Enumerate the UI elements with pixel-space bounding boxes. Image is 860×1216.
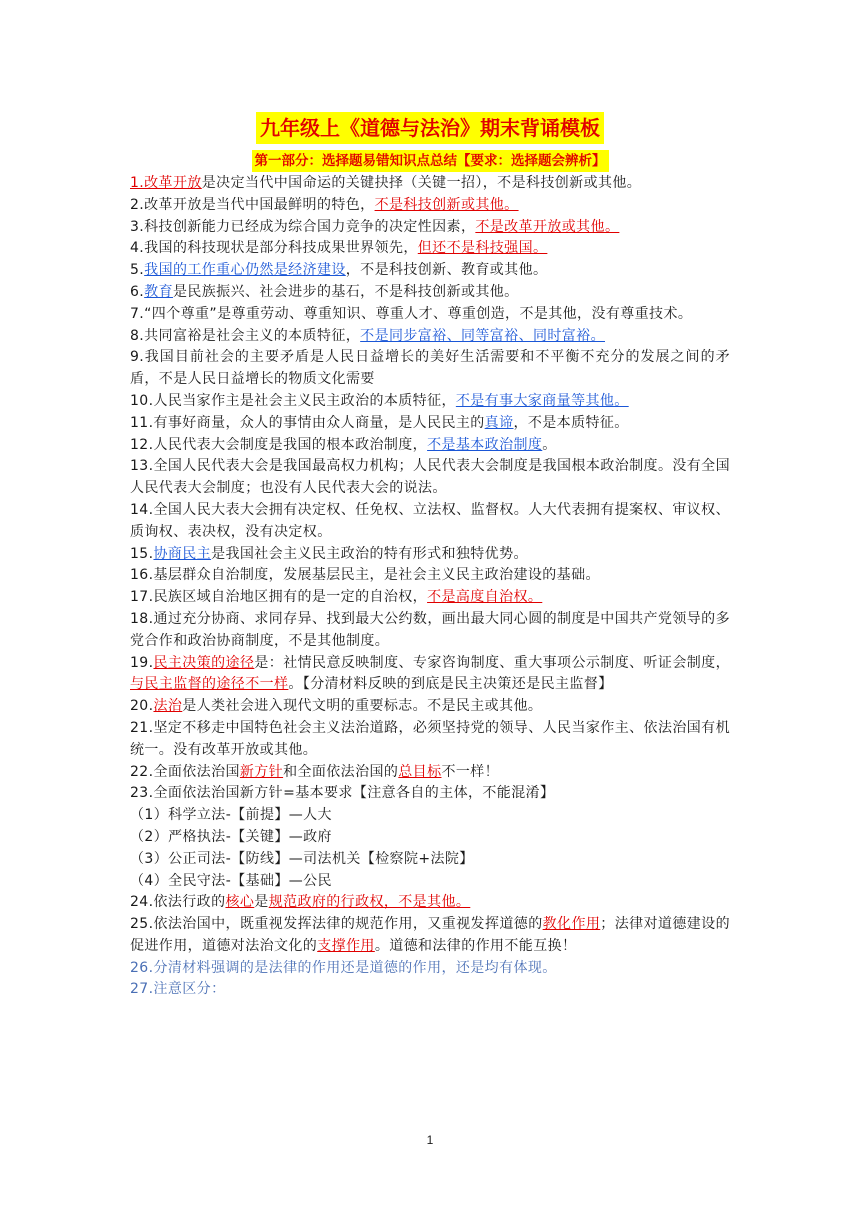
item-text: 16.基层群众自治制度，发展基层民主，是社会主义民主政治建设的基础。 xyxy=(130,567,600,584)
item-emphasis: 我国的工作重心仍然是经济建设 xyxy=(144,262,346,279)
list-item xyxy=(130,762,730,784)
item-emphasis: 协商民主 xyxy=(153,545,212,562)
item-text: 7.“四个尊重”是尊重劳动、尊重知识、尊重人才、尊重创造，不是其他，没有尊重技术。 xyxy=(130,305,693,322)
list-item xyxy=(130,718,730,762)
list-item xyxy=(130,435,730,457)
item-text: 2.改革开放是当代中国最鲜明的特色， xyxy=(130,196,375,213)
item-emphasis: 真谛 xyxy=(484,414,514,431)
item-emphasis: 核心 xyxy=(225,894,255,911)
item-text: （3）公正司法-【防线】—司法机关【检察院+法院】 xyxy=(130,850,474,867)
item-text: 14.全国人民大表大会拥有决定权、任免权、立法权、监督权。人大代表拥有提案权、审议权、质询权、表决权，没有决定权。 xyxy=(130,501,730,540)
list-item xyxy=(130,282,730,304)
item-text: 15. xyxy=(130,545,154,562)
list-item xyxy=(130,783,730,805)
list-item xyxy=(130,979,730,1001)
list-item xyxy=(130,347,730,391)
item-text: 。【分清材料反映的到底是民主决策还是民主监督】 xyxy=(288,676,613,693)
list-item xyxy=(130,805,730,827)
page-number: 1 xyxy=(426,1133,434,1147)
item-text: 12.人民代表大会制度是我国的根本政治制度， xyxy=(130,436,428,453)
item-text: ，不是科技创新、教育或其他。 xyxy=(345,262,548,279)
list-item xyxy=(130,391,730,413)
item-emphasis: 不是同步富裕、同等富裕、同时富裕。 xyxy=(360,327,605,344)
item-text: 11.有事好商量，众人的事情由众人商量，是人民民主的 xyxy=(130,414,485,431)
item-emphasis: 不是基本政治制度 xyxy=(427,436,543,453)
item-text: 26.分清材料强调的是法律的作用还是道德的作用，还是均有体现。 xyxy=(130,959,557,976)
item-text: 是我国社会主义民主政治的特有形式和独特优势。 xyxy=(211,545,528,562)
item-text: 24.依法行政的 xyxy=(130,894,226,911)
list-item xyxy=(130,217,730,239)
item-text: 25.依法治国中，既重视发挥法律的规范作用，又重视发挥道德的 xyxy=(130,916,543,933)
item-text: 4.我国的科技现状是部分科技成果世界领先， xyxy=(130,240,418,257)
item-text: 是 xyxy=(254,894,269,911)
list-item xyxy=(130,304,730,326)
item-text: 是人类社会进入现代文明的重要标志。不是民主或其他。 xyxy=(182,698,543,715)
list-item xyxy=(130,914,730,958)
item-text: 19. xyxy=(130,654,154,671)
list-item xyxy=(130,456,730,500)
item-emphasis: 教化作用 xyxy=(542,916,601,933)
list-item xyxy=(130,565,730,587)
list-item xyxy=(130,326,730,348)
list-item xyxy=(130,609,730,653)
item-text: 。 xyxy=(542,436,557,453)
list-item xyxy=(130,413,730,435)
item-emphasis: 总目标 xyxy=(398,763,442,780)
item-emphasis: 不是有事大家商量等其他。 xyxy=(455,392,629,409)
item-text: 和全面依法治国的 xyxy=(283,763,399,780)
item-emphasis: 支撑作用 xyxy=(317,937,375,954)
item-text: 是民族振兴、社会进步的基石，不是科技创新或其他。 xyxy=(172,283,519,300)
item-text: 17.民族区域自治地区拥有的是一定的自治权， xyxy=(130,589,428,606)
list-item xyxy=(130,653,730,697)
item-emphasis: 法治 xyxy=(153,698,183,715)
item-emphasis: 规范政府的行政权，不是其他。 xyxy=(268,894,471,911)
item-emphasis: 民主决策的途径 xyxy=(153,654,255,671)
item-emphasis: 教育 xyxy=(144,283,173,300)
item-text: 13.全国人民代表大会是我国最高权力机构；人民代表大会制度是我国根本政治制度。没有全国人民代表大会制度；也没有人民代表大会的说法。 xyxy=(130,458,730,497)
item-emphasis: 不是科技创新或其他。 xyxy=(374,196,519,213)
list-item xyxy=(130,195,730,217)
item-text: 3.科技创新能力已经成为综合国力竞争的决定性因素， xyxy=(130,218,476,235)
item-emphasis: 1.改革开放 xyxy=(130,175,202,191)
list-item xyxy=(130,238,730,260)
item-text: 。道德和法律的作用不能互换！ xyxy=(374,937,577,954)
list-item xyxy=(130,958,730,980)
item-text: 是：社情民意反映制度、专家咨询制度、重大事项公示制度、听证会制度， xyxy=(254,654,730,671)
page-title: 九年级上《道德与法治》期末背诵模板 xyxy=(256,112,604,144)
item-text: 是决定当代中国命运的关键抉择（关键一招），不是科技创新或其他。 xyxy=(201,175,642,191)
list-item xyxy=(130,849,730,871)
item-text: 9.我国目前社会的主要矛盾是人民日益增长的美好生活需要和不平衡不充分的发展之间的矛盾，不是人民日益增长的物质文化需要 xyxy=(130,349,730,388)
item-text: 6. xyxy=(130,283,145,300)
list-item xyxy=(130,260,730,282)
item-text: 20. xyxy=(130,698,154,715)
item-text: ，不是本质特征。 xyxy=(513,414,629,431)
item-text: （1）科学立法-【前提】—人大 xyxy=(130,807,332,824)
item-text: 22.全面依法治国 xyxy=(130,763,240,780)
item-text: 10.人民当家作主是社会主义民主政治的本质特征， xyxy=(130,392,456,409)
section-heading: 第一部分：选择题易错知识点总结【要求：选择题会辨析】 xyxy=(252,150,609,172)
item-text: （2）严格执法-【关键】—政府 xyxy=(130,828,332,845)
list-item xyxy=(130,892,730,914)
list-item xyxy=(130,696,730,718)
item-text: 27.注意区分： xyxy=(130,981,226,998)
list-item xyxy=(130,587,730,609)
item-text: 5. xyxy=(130,262,145,279)
item-emphasis: 新方针 xyxy=(239,763,284,780)
item-text: 23.全面依法治国新方针=基本要求【注意各自的主体，不能混淆】 xyxy=(130,785,555,802)
item-emphasis: 不是高度自治权。 xyxy=(427,589,543,606)
list-item xyxy=(130,827,730,849)
item-emphasis: 但还不是科技强国。 xyxy=(417,240,548,257)
list-item xyxy=(130,871,730,893)
item-text: ；法律对道德建设的促进作用，道德对法治文化的 xyxy=(130,916,730,954)
list-item xyxy=(130,544,730,566)
item-text: （4）全民守法-【基础】—公民 xyxy=(130,872,332,889)
item-text: 8.共同富裕是社会主义的本质特征， xyxy=(130,327,361,344)
item-text: 18.通过充分协商、求同存异、找到最大公约数，画出最大同心圆的制度是中国共产党领导的多党合作和政治协商制度，不是其他制度。 xyxy=(130,610,730,649)
item-text: 不一样！ xyxy=(441,763,500,780)
list-item xyxy=(130,173,730,195)
item-emphasis: 不是改革开放或其他。 xyxy=(475,218,620,235)
item-emphasis: 与民主监督的途径不一样 xyxy=(130,676,289,693)
document-body xyxy=(130,173,730,1001)
list-item xyxy=(130,500,730,544)
item-text: 21.坚定不移走中国特色社会主义法治道路，必须坚持党的领导、人民当家作主、依法治国有机统一。没有改革开放或其他。 xyxy=(130,719,730,758)
